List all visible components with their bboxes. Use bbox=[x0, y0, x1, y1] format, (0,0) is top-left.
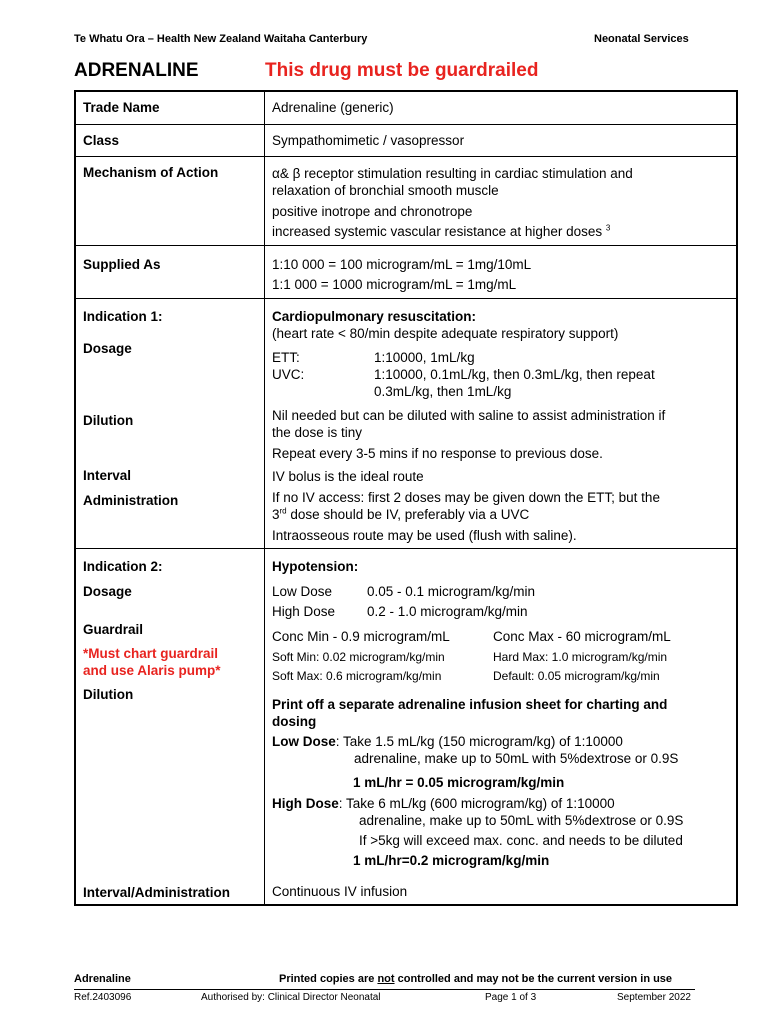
uvc-dose-line-2: 0.3mL/kg, then 1mL/kg bbox=[374, 384, 512, 399]
low-dose-prep-label: Low Dose bbox=[272, 734, 336, 749]
row-divider bbox=[76, 298, 736, 299]
drug-monograph-table bbox=[74, 90, 738, 906]
column-divider bbox=[264, 92, 265, 904]
trade-name-value: Adrenaline (generic) bbox=[272, 100, 394, 115]
ett-route-text: dose should be IV, preferably via a UVC bbox=[286, 507, 530, 522]
mechanism-line-4 bbox=[272, 223, 610, 240]
mechanism-text: & bbox=[279, 166, 293, 181]
reference-number: Ref.2403096 bbox=[74, 992, 132, 1003]
mechanism-label: Mechanism of Action bbox=[83, 165, 219, 180]
repeat-interval: Repeat every 3-5 mins if no response to previous dose. bbox=[272, 446, 603, 461]
guardrail-warning-line-2: and use Alaris pump* bbox=[83, 663, 221, 678]
drug-title: ADRENALINE bbox=[74, 60, 199, 81]
mechanism-text: receptor stimulation resulting in cardiac stimulation and bbox=[300, 166, 633, 181]
interval-administration-label: Interval/Administration bbox=[83, 885, 231, 900]
ett-key: ETT: bbox=[272, 350, 300, 365]
continuous-infusion: Continuous IV infusion bbox=[272, 884, 408, 899]
trade-name-label: Trade Name bbox=[83, 100, 160, 115]
high-dose-prep-line-1 bbox=[272, 795, 615, 812]
class-label: Class bbox=[83, 133, 120, 148]
low-dose-prep-line-2: adrenaline, make up to 50mL with 5%dextrose or 0.9S bbox=[354, 751, 679, 766]
supplied-label: Supplied As bbox=[83, 257, 161, 272]
row-divider bbox=[76, 124, 736, 125]
ett-dose: 1:10000, 1mL/kg bbox=[374, 350, 475, 365]
guardrail-warning-line-1: *Must chart guardrail bbox=[83, 646, 219, 661]
high-dose-prep-text: : Take 6 mL/kg (600 microgram/kg) of 1:10000 bbox=[338, 796, 615, 811]
alpha-symbol: α bbox=[272, 166, 280, 181]
notice-emphasis: not bbox=[377, 973, 395, 985]
authorised-by: Authorised by: Clinical Director Neonatal bbox=[201, 992, 381, 1003]
row-divider bbox=[76, 548, 736, 549]
footer-divider bbox=[74, 989, 695, 990]
conc-min: Conc Min - 0.9 microgram/mL bbox=[272, 629, 450, 644]
dilution-label: Dilution bbox=[83, 687, 134, 702]
department-name: Neonatal Services bbox=[594, 33, 689, 45]
iv-bolus-route: IV bolus is the ideal route bbox=[272, 469, 424, 484]
mechanism-line-2: relaxation of bronchial smooth muscle bbox=[272, 183, 499, 198]
ett-route-text: 3 bbox=[272, 507, 280, 522]
indication-2-label: Indication 2: bbox=[83, 559, 163, 574]
page-number: Page 1 of 3 bbox=[485, 992, 537, 1003]
default-rate: Default: 0.05 microgram/kg/min bbox=[493, 669, 660, 683]
print-sheet-line-2: dosing bbox=[272, 714, 317, 729]
guardrail-warning: This drug must be guardrailed bbox=[265, 60, 539, 81]
notice-text: controlled and may not be the current version in use bbox=[394, 973, 673, 985]
conc-max: Conc Max - 60 microgram/mL bbox=[493, 629, 671, 644]
row-divider bbox=[76, 245, 736, 246]
print-sheet-line-1: Print off a separate adrenaline infusion sheet for charting and bbox=[272, 697, 668, 712]
supplied-line-1: 1:10 000 = 100 microgram/mL = 1mg/10mL bbox=[272, 257, 532, 272]
soft-max: Soft Max: 0.6 microgram/kg/min bbox=[272, 669, 442, 683]
ett-route-line-2 bbox=[272, 506, 529, 523]
low-dose-range: 0.05 - 0.1 microgram/kg/min bbox=[367, 584, 536, 599]
low-dose-rate: 1 mL/hr = 0.05 microgram/kg/min bbox=[353, 775, 565, 790]
administration-label: Administration bbox=[83, 493, 179, 508]
dosage-label: Dosage bbox=[83, 341, 132, 356]
high-dose-range: 0.2 - 1.0 microgram/kg/min bbox=[367, 604, 528, 619]
printed-copies-notice bbox=[279, 973, 672, 985]
guardrail-label: Guardrail bbox=[83, 622, 144, 637]
uvc-dose-line-1: 1:10000, 0.1mL/kg, then 0.3mL/kg, then repeat bbox=[374, 367, 655, 382]
soft-min: Soft Min: 0.02 microgram/kg/min bbox=[272, 650, 445, 664]
mechanism-line-1 bbox=[272, 165, 633, 182]
high-dose-prep-line-2: adrenaline, make up to 50mL with 5%dextrose or 0.9S bbox=[359, 813, 684, 828]
organisation-name: Te Whatu Ora – Health New Zealand Waitaha Canterbury bbox=[74, 33, 368, 45]
dilution-line-2: the dose is tiny bbox=[272, 425, 363, 440]
dilution-line-1: Nil needed but can be diluted with saline to assist administration if bbox=[272, 408, 666, 423]
notice-text: Printed copies are bbox=[279, 973, 378, 985]
class-value: Sympathomimetic / vasopressor bbox=[272, 133, 465, 148]
interval-label: Interval bbox=[83, 468, 132, 483]
reference-superscript: 3 bbox=[605, 223, 611, 233]
intraosseous-route: Intraosseous route may be used (flush with saline). bbox=[272, 528, 577, 543]
dosage-label: Dosage bbox=[83, 584, 132, 599]
high-dose-rate: 1 mL/hr=0.2 microgram/kg/min bbox=[353, 853, 550, 868]
low-dose-prep-line-1 bbox=[272, 733, 623, 750]
footer-drug-name: Adrenaline bbox=[74, 973, 131, 985]
row-divider bbox=[76, 156, 736, 157]
document-date: September 2022 bbox=[617, 992, 691, 1003]
hard-max: Hard Max: 1.0 microgram/kg/min bbox=[493, 650, 668, 664]
low-dose-prep-text: : Take 1.5 mL/kg (150 microgram/kg) of 1:10000 bbox=[335, 734, 623, 749]
supplied-line-2: 1:1 000 = 1000 microgram/mL = 1mg/mL bbox=[272, 277, 517, 292]
high-dose-prep-label: High Dose bbox=[272, 796, 339, 811]
indication-1-label: Indication 1: bbox=[83, 309, 163, 324]
cpr-heading: Cardiopulmonary resuscitation: bbox=[272, 309, 477, 324]
ordinal-superscript: rd bbox=[279, 506, 287, 516]
high-dose-key: High Dose bbox=[272, 604, 336, 619]
dilution-label: Dilution bbox=[83, 413, 134, 428]
cpr-subheading: (heart rate < 80/min despite adequate respiratory support) bbox=[272, 326, 619, 341]
mechanism-text: increased systemic vascular resistance at higher doses bbox=[272, 224, 606, 239]
ett-route-line-1: If no IV access: first 2 doses may be given down the ETT; but the bbox=[272, 490, 660, 505]
hypotension-heading: Hypotension: bbox=[272, 559, 359, 574]
uvc-key: UVC: bbox=[272, 367, 305, 382]
beta-symbol: β bbox=[292, 166, 301, 181]
mechanism-line-3: positive inotrope and chronotrope bbox=[272, 204, 473, 219]
low-dose-key: Low Dose bbox=[272, 584, 333, 599]
high-dose-dilution-note: If >5kg will exceed max. conc. and needs to be diluted bbox=[359, 833, 683, 848]
